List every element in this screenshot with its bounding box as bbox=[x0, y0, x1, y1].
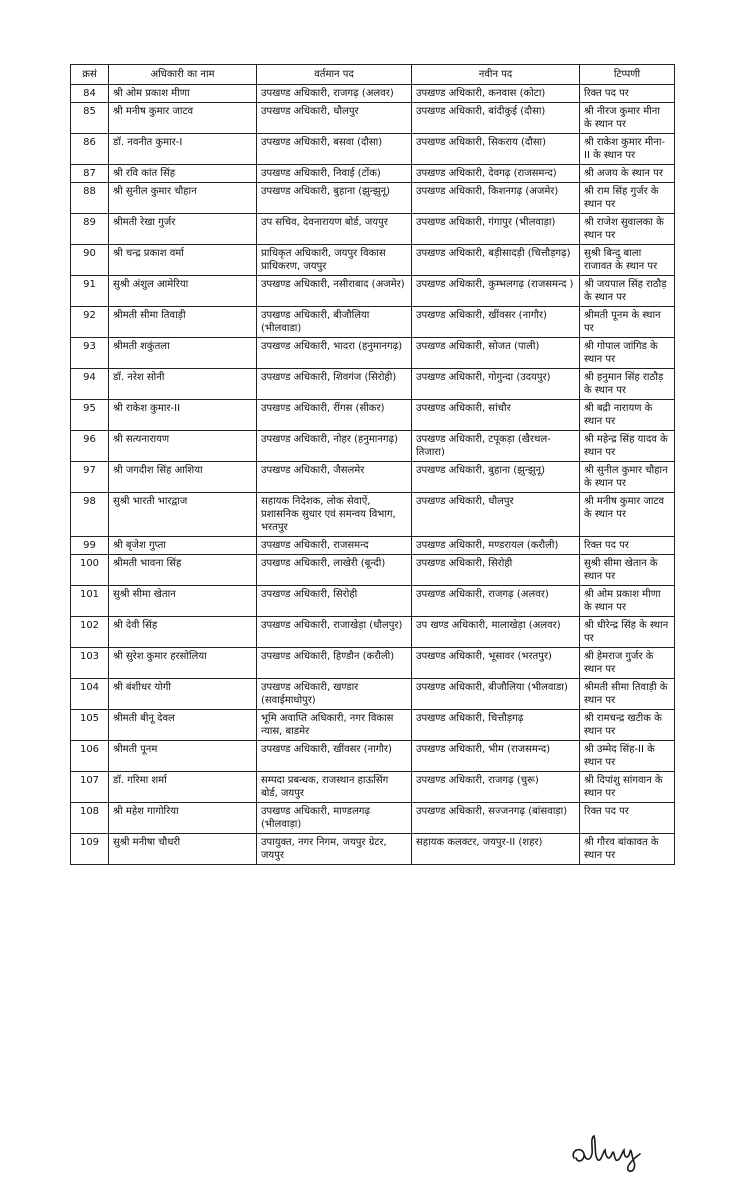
cell-officer-name: श्री राकेश कुमार-II bbox=[109, 400, 257, 431]
cell-current-post: उपखण्ड अधिकारी, बसवा (दौसा) bbox=[257, 134, 412, 165]
table-row bbox=[71, 338, 675, 369]
cell-new-post: उपखण्ड अधिकारी, सिकराय (दौसा) bbox=[412, 134, 580, 165]
table-row bbox=[71, 214, 675, 245]
table-row bbox=[71, 586, 675, 617]
cell-serial: 94 bbox=[71, 369, 109, 400]
cell-serial: 91 bbox=[71, 276, 109, 307]
cell-current-post: उपखण्ड अधिकारी, बुहाना (झुन्झुनू) bbox=[257, 183, 412, 214]
cell-current-post: उपखण्ड अधिकारी, धौलपुर bbox=[257, 103, 412, 134]
cell-current-post: उपखण्ड अधिकारी, भादरा (हनुमानगढ़) bbox=[257, 338, 412, 369]
cell-current-post: उपखण्ड अधिकारी, राजगढ़ (अलवर) bbox=[257, 85, 412, 103]
cell-officer-name: श्री सत्यनारायण bbox=[109, 431, 257, 462]
cell-officer-name: श्रीमती भावना सिंह bbox=[109, 555, 257, 586]
cell-new-post: उपखण्ड अधिकारी, सोजत (पाली) bbox=[412, 338, 580, 369]
table-row bbox=[71, 648, 675, 679]
cell-serial: 109 bbox=[71, 834, 109, 865]
header-remark: टिप्पणी bbox=[580, 65, 675, 85]
table-row bbox=[71, 741, 675, 772]
cell-new-post: उपखण्ड अधिकारी, टपूकड़ा (खैरथल-तिजारा) bbox=[412, 431, 580, 462]
cell-current-post: उपखण्ड अधिकारी, हिण्डौन (करौली) bbox=[257, 648, 412, 679]
cell-current-post: उपखण्ड अधिकारी, सिरोही bbox=[257, 586, 412, 617]
cell-new-post: उप खण्ड अधिकारी, मालाखेड़ा (अलवर) bbox=[412, 617, 580, 648]
table-row bbox=[71, 493, 675, 537]
cell-remark: श्री रामचन्द्र खटीक के स्थान पर bbox=[580, 710, 675, 741]
cell-current-post: भूमि अवाप्ति अधिकारी, नगर विकास न्यास, बाडमेर bbox=[257, 710, 412, 741]
cell-remark: श्री हनुमान सिंह राठौड़ के स्थान पर bbox=[580, 369, 675, 400]
cell-new-post: सहायक कलक्टर, जयपुर-II (शहर) bbox=[412, 834, 580, 865]
cell-remark: श्री उम्मेद सिंह-II के स्थान पर bbox=[580, 741, 675, 772]
cell-remark: सुश्री बिन्दु बाला राजावत के स्थान पर bbox=[580, 245, 675, 276]
table-row bbox=[71, 555, 675, 586]
cell-remark: श्री हेमराज गुर्जर के स्थान पर bbox=[580, 648, 675, 679]
cell-new-post: उपखण्ड अधिकारी, देवगढ़ (राजसमन्द) bbox=[412, 165, 580, 183]
cell-new-post: उपखण्ड अधिकारी, चित्तौड़गढ़ bbox=[412, 710, 580, 741]
cell-serial: 96 bbox=[71, 431, 109, 462]
cell-remark: रिक्त पद पर bbox=[580, 537, 675, 555]
cell-serial: 90 bbox=[71, 245, 109, 276]
cell-serial: 108 bbox=[71, 803, 109, 834]
cell-remark: श्री मनीष कुमार जाटव के स्थान पर bbox=[580, 493, 675, 537]
table-row bbox=[71, 431, 675, 462]
cell-officer-name: श्री रवि कांत सिंह bbox=[109, 165, 257, 183]
cell-officer-name: श्री चन्द्र प्रकाश वर्मा bbox=[109, 245, 257, 276]
cell-current-post: उपखण्ड अधिकारी, खींवसर (नागौर) bbox=[257, 741, 412, 772]
cell-new-post: उपखण्ड अधिकारी, सिरोही bbox=[412, 555, 580, 586]
table-row bbox=[71, 134, 675, 165]
cell-new-post: उपखण्ड अधिकारी, किशनगढ़ (अजमेर) bbox=[412, 183, 580, 214]
table-header-row bbox=[71, 65, 675, 85]
cell-remark: श्री राकेश कुमार मीना-II के स्थान पर bbox=[580, 134, 675, 165]
cell-new-post: उपखण्ड अधिकारी, भूसावर (भरतपुर) bbox=[412, 648, 580, 679]
cell-serial: 93 bbox=[71, 338, 109, 369]
cell-remark: श्रीमती पूनम के स्थान पर bbox=[580, 307, 675, 338]
cell-officer-name: श्री सुरेश कुमार हरसोलिया bbox=[109, 648, 257, 679]
cell-serial: 85 bbox=[71, 103, 109, 134]
cell-officer-name: श्री बृजेश गुप्ता bbox=[109, 537, 257, 555]
cell-remark: श्री ओम प्रकाश मीणा के स्थान पर bbox=[580, 586, 675, 617]
cell-serial: 86 bbox=[71, 134, 109, 165]
cell-serial: 101 bbox=[71, 586, 109, 617]
cell-current-post: उपखण्ड अधिकारी, खण्डार (सवाईमाधोपुर) bbox=[257, 679, 412, 710]
cell-current-post: प्राधिकृत अधिकारी, जयपुर विकास प्राधिकरण, जयपुर bbox=[257, 245, 412, 276]
cell-officer-name: श्री मनीष कुमार जाटव bbox=[109, 103, 257, 134]
cell-remark: श्री राम सिंह गुर्जर के स्थान पर bbox=[580, 183, 675, 214]
cell-new-post: उपखण्ड अधिकारी, बीजौलिया (भीलवाडा) bbox=[412, 679, 580, 710]
cell-serial: 95 bbox=[71, 400, 109, 431]
cell-officer-name: सुश्री भारती भारद्वाज bbox=[109, 493, 257, 537]
cell-officer-name: सुश्री मनीषा चौधरी bbox=[109, 834, 257, 865]
cell-officer-name: सुश्री सीमा खेतान bbox=[109, 586, 257, 617]
table-row bbox=[71, 537, 675, 555]
cell-remark: रिक्त पद पर bbox=[580, 85, 675, 103]
cell-new-post: उपखण्ड अधिकारी, बांदीकुई (दौसा) bbox=[412, 103, 580, 134]
cell-current-post: उप सचिव, देवनारायण बोर्ड, जयपुर bbox=[257, 214, 412, 245]
cell-officer-name: श्रीमती बीनू देवल bbox=[109, 710, 257, 741]
cell-current-post: उपखण्ड अधिकारी, निवाई (टोंक) bbox=[257, 165, 412, 183]
cell-serial: 87 bbox=[71, 165, 109, 183]
cell-officer-name: डॉ. नरेश सोनी bbox=[109, 369, 257, 400]
cell-current-post: उपखण्ड अधिकारी, माण्डलगढ़ (भीलवाड़ा) bbox=[257, 803, 412, 834]
cell-officer-name: डॉ. नवनीत कुमार-I bbox=[109, 134, 257, 165]
cell-new-post: उपखण्ड अधिकारी, राजगढ़ (चुरू) bbox=[412, 772, 580, 803]
table-row bbox=[71, 803, 675, 834]
cell-new-post: उपखण्ड अधिकारी, सज्जनगढ़ (बांसवाड़ा) bbox=[412, 803, 580, 834]
table-row bbox=[71, 307, 675, 338]
cell-new-post: उपखण्ड अधिकारी, बुहाना (झुन्झुनू) bbox=[412, 462, 580, 493]
table-row bbox=[71, 462, 675, 493]
cell-remark: श्री जयपाल सिंह राठौड़ के स्थान पर bbox=[580, 276, 675, 307]
cell-officer-name: श्रीमती शकुंतला bbox=[109, 338, 257, 369]
cell-officer-name: श्री सुनील कुमार चौहान bbox=[109, 183, 257, 214]
cell-serial: 97 bbox=[71, 462, 109, 493]
cell-remark: श्री धीरेन्द्र सिंह के स्थान पर bbox=[580, 617, 675, 648]
cell-serial: 106 bbox=[71, 741, 109, 772]
cell-officer-name: श्रीमती पूनम bbox=[109, 741, 257, 772]
header-serial: क्रसं bbox=[71, 65, 109, 85]
cell-current-post: उपखण्ड अधिकारी, लाखेरी (बून्दी) bbox=[257, 555, 412, 586]
cell-serial: 105 bbox=[71, 710, 109, 741]
header-current-post: वर्तमान पद bbox=[257, 65, 412, 85]
header-new-post: नवीन पद bbox=[412, 65, 580, 85]
table-row bbox=[71, 183, 675, 214]
cell-remark: श्री बद्री नारायण के स्थान पर bbox=[580, 400, 675, 431]
cell-remark: श्री गौरव बांकावत के स्थान पर bbox=[580, 834, 675, 865]
cell-remark: श्री दिपांशु सांगवान के स्थान पर bbox=[580, 772, 675, 803]
cell-remark: श्री सुनील कुमार चौहान के स्थान पर bbox=[580, 462, 675, 493]
cell-current-post: उपखण्ड अधिकारी, रींगस (सीकर) bbox=[257, 400, 412, 431]
cell-officer-name: श्री जगदीश सिंह आशिया bbox=[109, 462, 257, 493]
cell-current-post: उपखण्ड अधिकारी, जैसलमेर bbox=[257, 462, 412, 493]
table-row bbox=[71, 400, 675, 431]
cell-officer-name: श्री ओम प्रकाश मीणा bbox=[109, 85, 257, 103]
table-row bbox=[71, 245, 675, 276]
cell-new-post: उपखण्ड अधिकारी, कुम्भलगढ़ (राजसमन्द ) bbox=[412, 276, 580, 307]
table-row bbox=[71, 165, 675, 183]
cell-new-post: उपखण्ड अधिकारी, सांचौर bbox=[412, 400, 580, 431]
table-row bbox=[71, 369, 675, 400]
cell-current-post: उपखण्ड अधिकारी, बीजौलिया (भीलवाडा) bbox=[257, 307, 412, 338]
cell-current-post: उपखण्ड अधिकारी, नोहर (हनुमानगढ़) bbox=[257, 431, 412, 462]
cell-officer-name: श्री देवी सिंह bbox=[109, 617, 257, 648]
cell-serial: 103 bbox=[71, 648, 109, 679]
cell-new-post: उपखण्ड अधिकारी, कनवास (कोटा) bbox=[412, 85, 580, 103]
table-row bbox=[71, 710, 675, 741]
header-officer-name: अधिकारी का नाम bbox=[109, 65, 257, 85]
cell-current-post: उपायुक्त, नगर निगम, जयपुर ग्रेटर, जयपुर bbox=[257, 834, 412, 865]
cell-remark: श्री महेन्द्र सिंह यादव के स्थान पर bbox=[580, 431, 675, 462]
cell-new-post: उपखण्ड अधिकारी, राजगढ़ (अलवर) bbox=[412, 586, 580, 617]
cell-serial: 102 bbox=[71, 617, 109, 648]
cell-serial: 89 bbox=[71, 214, 109, 245]
cell-serial: 107 bbox=[71, 772, 109, 803]
cell-new-post: उपखण्ड अधिकारी, गंगापुर (भीलवाड़ा) bbox=[412, 214, 580, 245]
table-row bbox=[71, 276, 675, 307]
cell-serial: 104 bbox=[71, 679, 109, 710]
table-row bbox=[71, 834, 675, 865]
cell-new-post: उपखण्ड अधिकारी, मण्डरायल (करौली) bbox=[412, 537, 580, 555]
cell-serial: 92 bbox=[71, 307, 109, 338]
cell-officer-name: श्री बंशीधर योगी bbox=[109, 679, 257, 710]
cell-officer-name: डॉ. गरिमा शर्मा bbox=[109, 772, 257, 803]
cell-officer-name: सुश्री अंशुल आमेरिया bbox=[109, 276, 257, 307]
table-row bbox=[71, 103, 675, 134]
cell-new-post: उपखण्ड अधिकारी, बड़ीसादड़ी (चित्तौड़गढ़) bbox=[412, 245, 580, 276]
table-row bbox=[71, 85, 675, 103]
cell-serial: 100 bbox=[71, 555, 109, 586]
cell-current-post: सहायक निदेशक, लोक सेवाऐं, प्रशासनिक सुधार एवं समन्वय विभाग, भरतपुर bbox=[257, 493, 412, 537]
cell-remark: श्री गोपाल जांगिड के स्थान पर bbox=[580, 338, 675, 369]
cell-remark: सुश्री सीमा खेतान के स्थान पर bbox=[580, 555, 675, 586]
cell-serial: 99 bbox=[71, 537, 109, 555]
table-row bbox=[71, 772, 675, 803]
cell-officer-name: श्रीमती रेखा गुर्जर bbox=[109, 214, 257, 245]
cell-current-post: उपखण्ड अधिकारी, राजसमन्द bbox=[257, 537, 412, 555]
signature-image bbox=[568, 1128, 648, 1176]
cell-serial: 84 bbox=[71, 85, 109, 103]
cell-serial: 98 bbox=[71, 493, 109, 537]
cell-new-post: उपखण्ड अधिकारी, गोगुन्दा (उदयपुर) bbox=[412, 369, 580, 400]
cell-remark: श्रीमती सीमा तिवाड़ी के स्थान पर bbox=[580, 679, 675, 710]
cell-officer-name: श्री महेश गागोरिया bbox=[109, 803, 257, 834]
cell-remark: रिक्त पद पर bbox=[580, 803, 675, 834]
cell-new-post: उपखण्ड अधिकारी, खींवसर (नागौर) bbox=[412, 307, 580, 338]
cell-remark: श्री अजय के स्थान पर bbox=[580, 165, 675, 183]
cell-current-post: उपखण्ड अधिकारी, राजाखेड़ा (धौलपुर) bbox=[257, 617, 412, 648]
cell-remark: श्री राजेश सुवालका के स्थान पर bbox=[580, 214, 675, 245]
table-row bbox=[71, 679, 675, 710]
cell-current-post: उपखण्ड अधिकारी, शिवगंज (सिरोही) bbox=[257, 369, 412, 400]
transfer-list-table bbox=[70, 64, 675, 865]
cell-new-post: उपखण्ड अधिकारी, धौलपुर bbox=[412, 493, 580, 537]
cell-current-post: उपखण्ड अधिकारी, नसीराबाद (अजमेर) bbox=[257, 276, 412, 307]
cell-officer-name: श्रीमती सीमा तिवाड़ी bbox=[109, 307, 257, 338]
cell-current-post: सम्पदा प्रबन्धक, राजस्थान हाऊसिंग बोर्ड, जयपुर bbox=[257, 772, 412, 803]
cell-new-post: उपखण्ड अधिकारी, भीम (राजसमन्द) bbox=[412, 741, 580, 772]
cell-serial: 88 bbox=[71, 183, 109, 214]
table-row bbox=[71, 617, 675, 648]
cell-remark: श्री नीरज कुमार मीना के स्थान पर bbox=[580, 103, 675, 134]
